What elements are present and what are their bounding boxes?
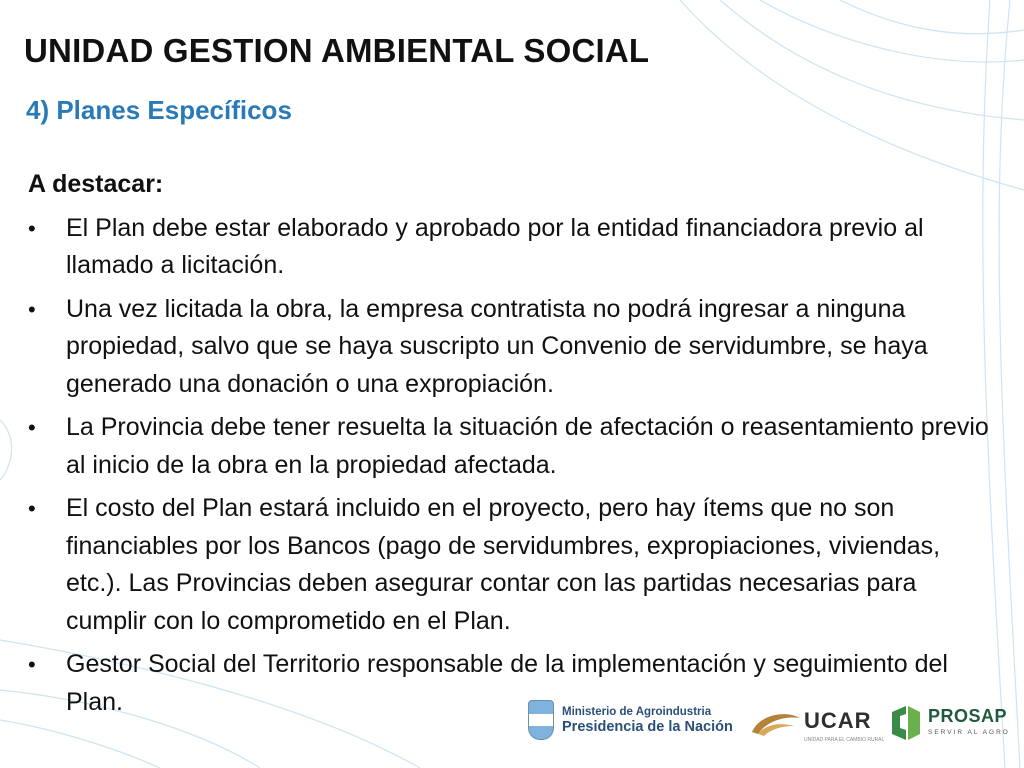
bullet-item <box>28 409 998 484</box>
bullet-text: Una vez licitada la obra, la empresa contratista no podrá ingresar a ninguna propiedad, salvo que se haya suscripto un Convenio de servidumbre, se haya generado una donación o una expropiación. <box>66 294 928 398</box>
slide-title: UNIDAD GESTION AMBIENTAL SOCIAL <box>24 32 650 69</box>
ministerio-line1: Ministerio de Agroindustria <box>562 705 712 718</box>
bullet-item <box>28 210 998 285</box>
bullet-text: El costo del Plan estará incluido en el proyecto, pero hay ítems que no son financiables por los Bancos (pago de servidumbres, expropiaciones, viviendas, etc.). Las Provincias deben asegurar contar con las partidas necesarias para cumplir con lo comprometido en el Plan. <box>66 494 941 635</box>
ucar-logo <box>750 708 885 743</box>
bullet-item <box>28 291 998 404</box>
footer-logos <box>528 700 1008 752</box>
slide-subtitle: 4) Planes Específicos <box>26 95 292 125</box>
ministerio-text <box>562 705 733 736</box>
prosap-leaf-icon <box>890 706 922 740</box>
prosap-name: PROSAP <box>928 706 1008 726</box>
bullet-list <box>28 210 998 722</box>
bullet-dot: • <box>28 652 36 677</box>
slide-body <box>28 166 998 727</box>
bullet-text: El Plan debe estar elaborado y aprobado por la entidad financiadora previo al llamado a licitación. <box>66 213 924 279</box>
bullet-dot: • <box>28 296 36 322</box>
prosap-logo <box>890 706 1010 745</box>
bullet-text: La Provincia debe tener resuelta la situación de afectación o reasentamiento previo al inicio de la obra en la propiedad afectada. <box>66 413 989 479</box>
ucar-name: UCAR <box>804 708 872 733</box>
ministerio-line2: Presidencia de la Nación <box>562 718 733 735</box>
coat-of-arms-icon <box>528 700 554 740</box>
ucar-arc-icon <box>750 708 802 738</box>
prosap-tagline: SERVIR AL AGRO <box>928 729 1010 736</box>
bullet-dot: • <box>28 496 36 521</box>
lead-text: A destacar: <box>28 170 164 198</box>
bullet-dot: • <box>28 215 36 241</box>
ministerio-logo <box>528 700 733 740</box>
bullet-dot: • <box>28 415 36 440</box>
ucar-tagline: UNIDAD PARA EL CAMBIO RURAL <box>804 737 885 743</box>
bullet-item <box>28 490 998 640</box>
bullet-text: Gestor Social del Territorio responsable de la implementación y seguimiento del Plan. <box>66 650 948 716</box>
